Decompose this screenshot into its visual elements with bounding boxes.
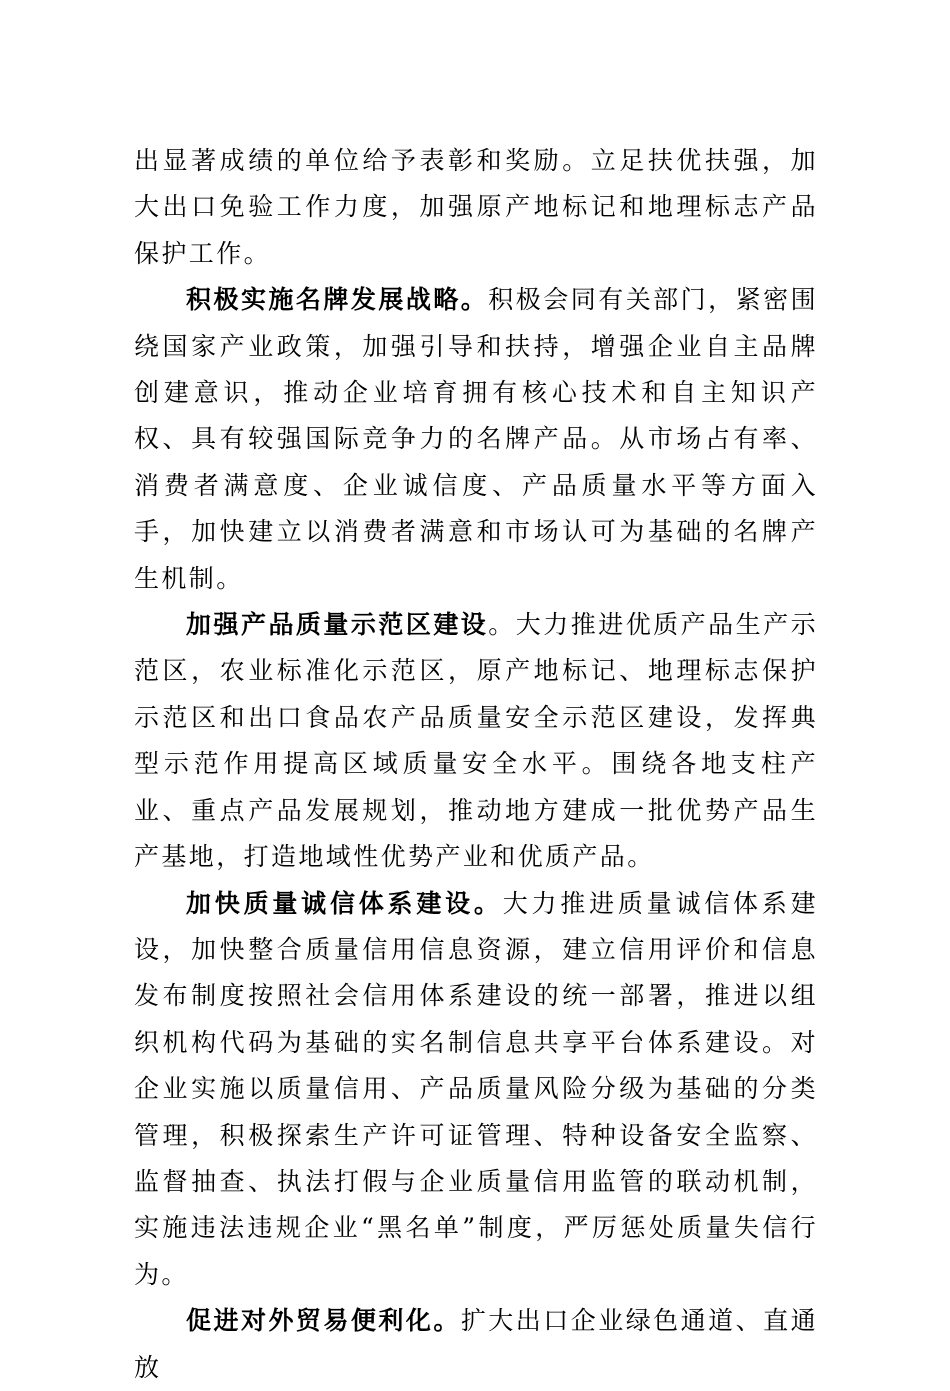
paragraph-heading: 促进对外贸易便利化。 bbox=[186, 1306, 461, 1336]
paragraph-body: 扩大出口企业绿色通道、直通放 bbox=[134, 1306, 818, 1382]
paragraph-trade-facilitation bbox=[134, 1298, 818, 1391]
paragraph-heading: 积极实施名牌发展战略。 bbox=[186, 285, 489, 315]
paragraph-body: 出显著成绩的单位给予表彰和奖励。立足扶优扶强，加大出口免验工作力度，加强原产地标记和地理标志产品保护工作。 bbox=[134, 146, 818, 268]
paragraph-body: 。大力推进优质产品生产示范区，农业标准化示范区，原产地标记、地理标志保护示范区和出口食品农产品质量安全示范区建设，发挥典型示范作用提高区域质量安全水平。围绕各地支柱产业、重点产品发展规划，推动地方建成一批优势产品生产基地，打造地域性优势产业和优质产品。 bbox=[134, 610, 818, 872]
paragraph-brand-strategy bbox=[134, 277, 818, 602]
paragraph-integrity-system bbox=[134, 881, 818, 1299]
paragraph-heading: 加强产品质量示范区建设 bbox=[186, 610, 489, 640]
paragraph-demo-zone bbox=[134, 602, 818, 880]
paragraph-body: 大力推进质量诚信体系建设，加快整合质量信用信息资源，建立信用评价和信息发布制度按照社会信用体系建设的统一部署，推进以组织机构代码为基础的实名制信息共享平台体系建设。对企业实施以质量信用、产品质量风险分级为基础的分类管理，积极探索生产许可证管理、特种设备安全监察、监督抽查、执法打假与企业质量信用监管的联动机制，实施违法违规企业“黑名单”制度，严厉惩处质量失信行为。 bbox=[134, 888, 819, 1289]
paragraph-continuation bbox=[134, 138, 818, 277]
paragraph-heading: 加快质量诚信体系建设。 bbox=[186, 888, 503, 918]
paragraph-body: 积极会同有关部门，紧密围绕国家产业政策，加强引导和扶持，增强企业自主品牌创建意识，推动企业培育拥有核心技术和自主知识产权、具有较强国际竞争力的名牌产品。从市场占有率、消费者满意度、企业诚信度、产品质量水平等方面入手，加快建立以消费者满意和市场认可为基础的名牌产生机制。 bbox=[134, 285, 818, 593]
document-page bbox=[134, 138, 818, 1391]
